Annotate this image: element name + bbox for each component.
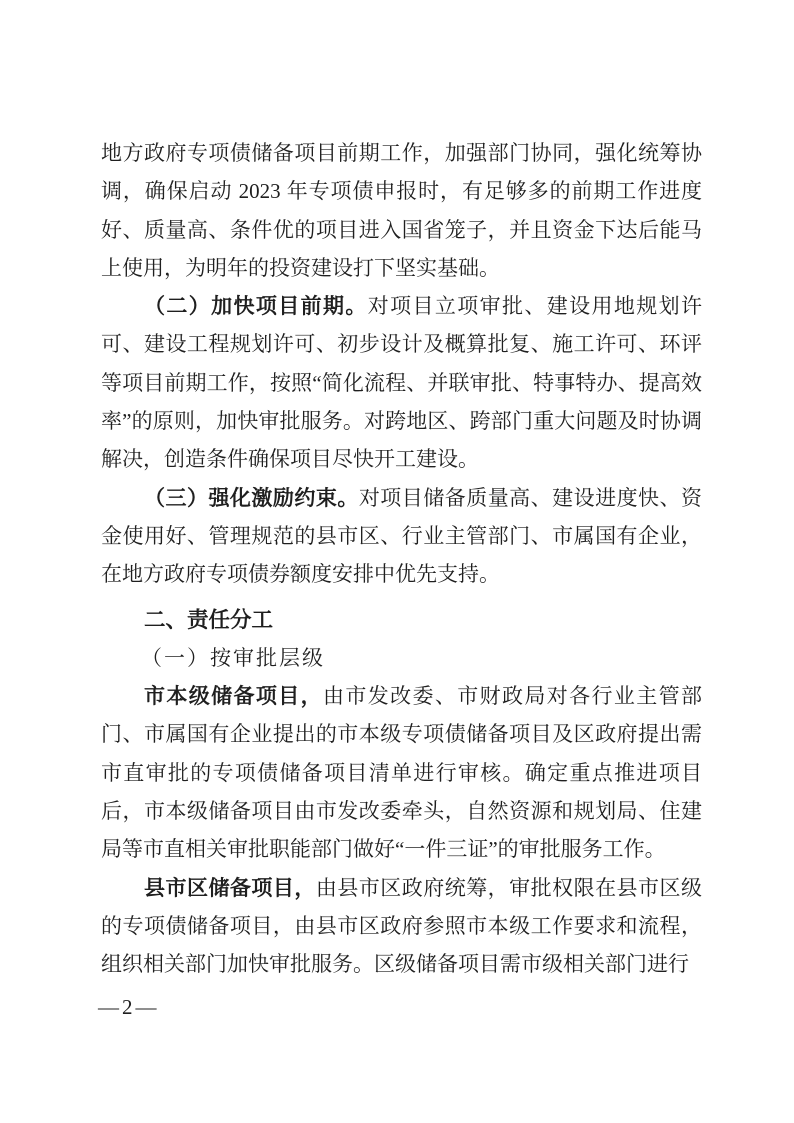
paragraph-continuation	[101, 134, 702, 287]
county-level-body: 由县市区政府统筹，审批权限在县市区级的专项债储备项目，由县市区政府参照市本级工作要求和流程，组织相关部门加快审批服务。区级储备项目需市级相关部门进行	[101, 875, 703, 977]
item-3-lead: （三）强化激励约束。	[144, 485, 359, 510]
paragraph-county-level	[101, 869, 702, 984]
sub-heading-approval-level: （一）按审批层级	[141, 645, 325, 670]
city-level-body: 由市发改委、市财政局对各行业主管部门、市属国有企业提出的市本级专项债储备项目及区政府提出需市直审批的专项债储备项目清单进行审核。确定重点推进项目后，市本级储备项目由市发改委牵头，自然资源和规划局、住建局等市直相关审批职能部门做好“一件三证”的审批服务工作。	[101, 684, 702, 862]
city-level-lead: 市本级储备项目，	[144, 684, 323, 709]
page-number: —2—	[98, 995, 160, 1019]
document-body	[101, 134, 702, 984]
county-level-lead: 县市区储备项目，	[144, 875, 316, 900]
item-2-lead: （二）加快项目前期。	[144, 294, 368, 319]
paragraph-city-level	[101, 677, 702, 868]
paragraph-item-2	[101, 287, 702, 478]
paragraph-item-3	[101, 479, 702, 594]
section-heading-responsibility: 二、责任分工	[144, 607, 274, 632]
item-2-body: 对项目立项审批、建设用地规划许可、建设工程规划许可、初步设计及概算批复、施工许可、环评等项目前期工作，按照“简化流程、并联审批、特事特办、提高效率”的原则，加快审批服务。对跨地区、跨部门重大问题及时协调解决，创造条件确保项目尽快开工建设。	[101, 294, 702, 472]
item-3-body: 对项目储备质量高、建设进度快、资金使用好、管理规范的县市区、行业主管部门、市属国有企业，在地方政府专项债券额度安排中优先支持。	[101, 485, 703, 587]
paragraph-continuation-text: 地方政府专项债储备项目前期工作，加强部门协同，强化统筹协调，确保启动 2023 年专项债申报时，有足够多的前期工作进度好、质量高、条件优的项目进入国省笼子，并且资金下达后能马上使用，为明年的投资建设打下坚实基础。	[101, 141, 702, 280]
